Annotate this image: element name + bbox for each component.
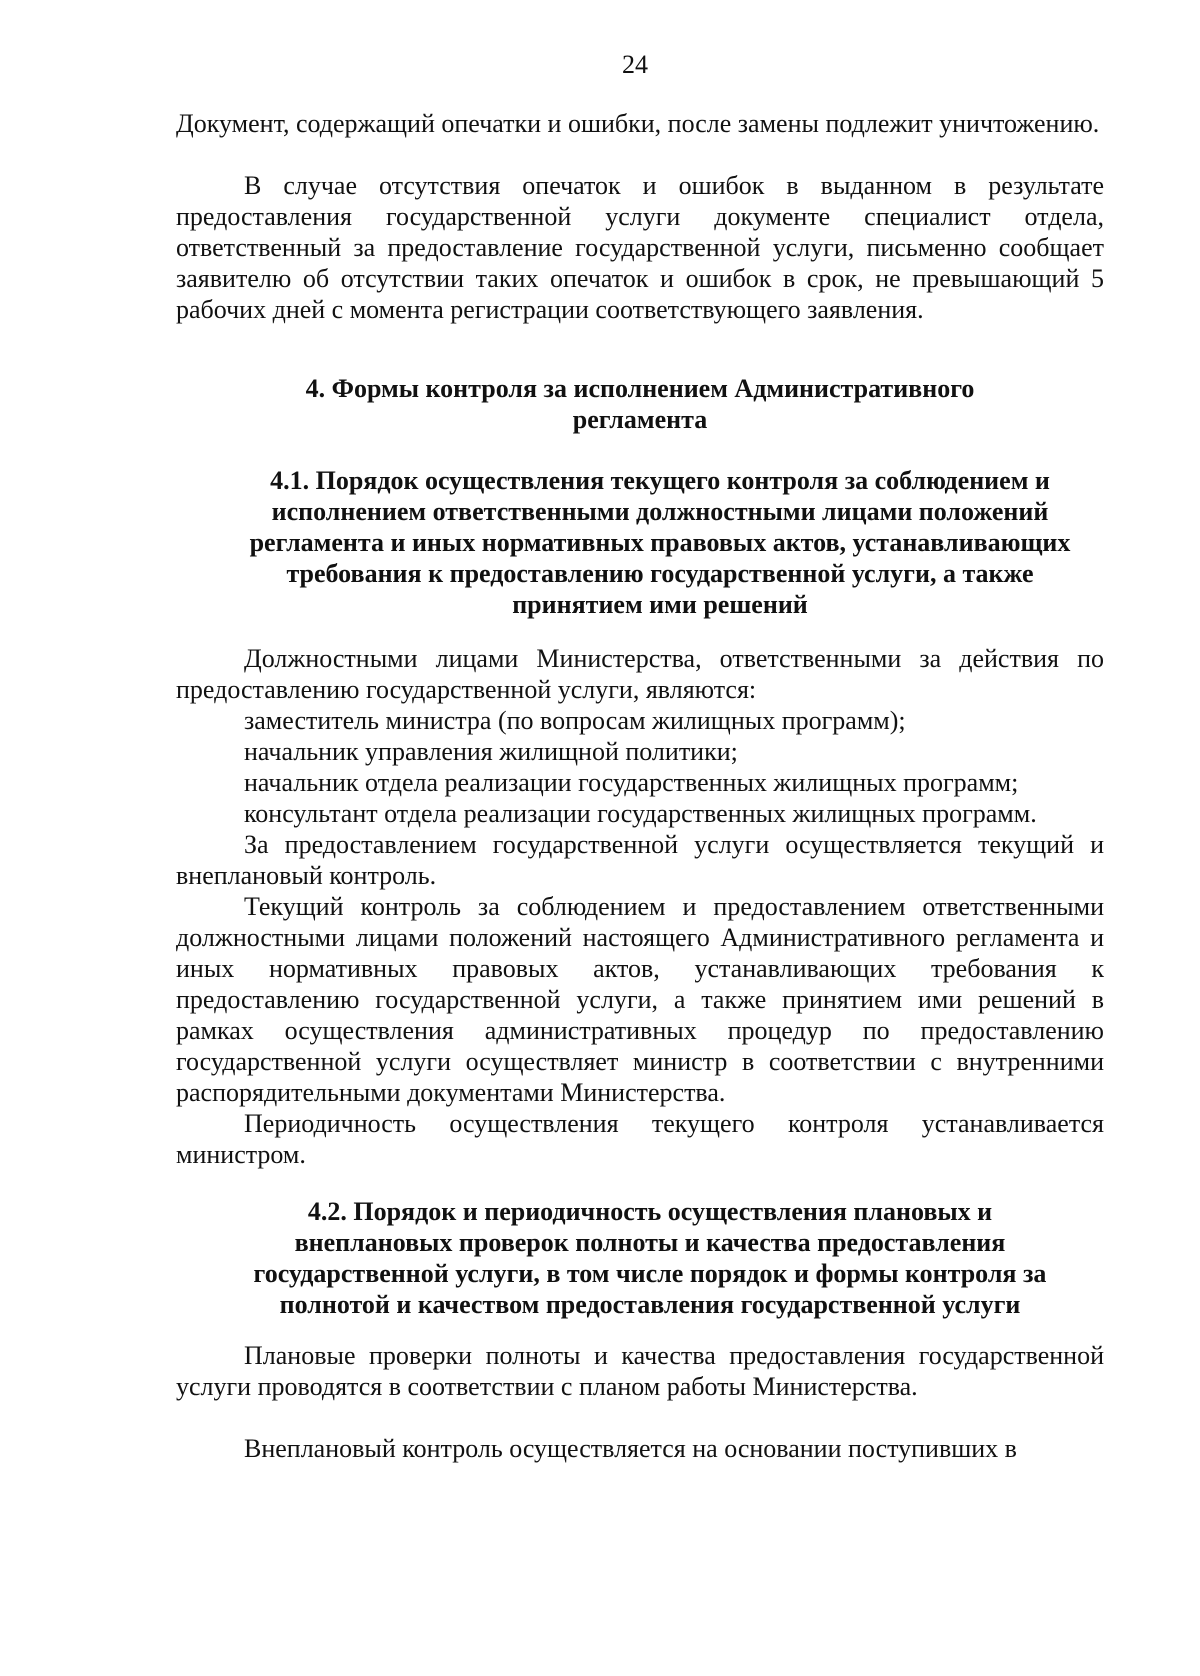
paragraph-officials-intro: Должностными лицами Министерства, ответственными за действия по предоставлению государственной услуги, являются: bbox=[176, 644, 1104, 704]
section-4-heading bbox=[176, 373, 1104, 435]
heading-line: 4.1. Порядок осуществления текущего контроля за соблюдением и bbox=[270, 466, 1050, 495]
heading-line: принятием ими решений bbox=[512, 590, 808, 619]
page-number: 24 bbox=[622, 50, 648, 79]
official-item: начальник отдела реализации государственных жилищных программ; bbox=[244, 768, 1019, 797]
section-4-1-heading bbox=[196, 465, 1124, 620]
heading-line: государственной услуги, в том числе порядок и формы контроля за bbox=[253, 1259, 1047, 1288]
heading-line: внеплановых проверок полноты и качества предоставления bbox=[294, 1228, 1006, 1257]
official-item: консультант отдела реализации государственных жилищных программ. bbox=[244, 799, 1037, 828]
paragraph-planned-checks: Плановые проверки полноты и качества предоставления государственной услуги проводятся в соответствии с планом работы Министерства. bbox=[176, 1341, 1104, 1401]
paragraph-unplanned-control: Внеплановый контроль осуществляется на основании поступивших в bbox=[244, 1434, 1017, 1463]
paragraph-typo-destroy: Документ, содержащий опечатки и ошибки, после замены подлежит уничтожению. bbox=[176, 109, 1100, 138]
heading-line: полнотой и качеством предоставления государственной услуги bbox=[279, 1290, 1021, 1319]
heading-line: 4. Формы контроля за исполнением Административного bbox=[305, 374, 975, 403]
heading-line: требования к предоставлению государственной услуги, а также bbox=[286, 559, 1034, 588]
official-item: заместитель министра (по вопросам жилищных программ); bbox=[244, 706, 906, 735]
paragraph-current-control: Текущий контроль за соблюдением и предоставлением ответственными должностными лицами положений настоящего Административного регламента и иных нормативных правовых актов, устанавливающих требования к предоставлению государственной услуги, а также принятием ими решений в рамках осуществления административных процедур по предоставлению государственной услуги осуществляет министр в соответствии с внутренними распорядительными документами Министерства. bbox=[176, 892, 1104, 1107]
official-item: начальник управления жилищной политики; bbox=[244, 737, 738, 766]
heading-line: регламента и иных нормативных правовых актов, устанавливающих bbox=[249, 528, 1071, 557]
paragraph-control-types: За предоставлением государственной услуги осуществляется текущий и внеплановый контроль. bbox=[176, 830, 1104, 890]
section-4-2-heading bbox=[186, 1196, 1114, 1320]
heading-line: 4.2. Порядок и периодичность осуществления плановых и bbox=[307, 1197, 993, 1226]
heading-line: регламента bbox=[572, 405, 708, 434]
paragraph-periodicity: Периодичность осуществления текущего контроля устанавливается министром. bbox=[176, 1109, 1104, 1169]
paragraph-no-typos: В случае отсутствия опечаток и ошибок в выданном в результате предоставления государственной услуги документе специалист отдела, ответственный за предоставление государственной услуги, письменно сообщает заявителю об отсутствии таких опечаток и ошибок в срок, не превышающий 5 рабочих дней с момента регистрации соответствующего заявления. bbox=[176, 171, 1104, 324]
heading-line: исполнением ответственными должностными лицами положений bbox=[271, 497, 1049, 526]
